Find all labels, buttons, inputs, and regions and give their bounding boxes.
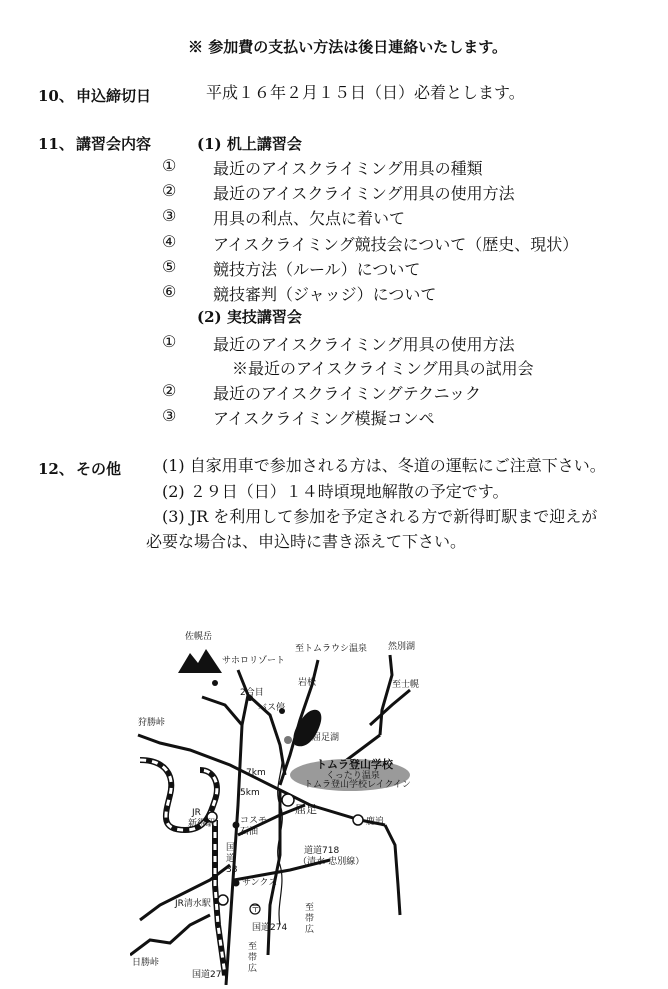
- cosmo-marker: [233, 822, 240, 829]
- kuttari-marker: [282, 794, 294, 806]
- map-label-kuttari: 屈足: [295, 803, 317, 816]
- map-label-cosmo-1: コスモ: [240, 816, 268, 826]
- map-label-route274b: 国道274: [192, 970, 228, 980]
- other-note-3: (3) JR を利用して参加を予定される方で新得町駅まで迎えが: [162, 507, 598, 526]
- other-note-1: (1) 自家用車で参加される方は、冬道の運転にご注意下さい。: [162, 456, 606, 475]
- map-label-5km: 5km: [240, 788, 260, 798]
- map-label-obihiro-a-2: 帯: [305, 914, 315, 924]
- map-label-onsen: くったり温泉: [326, 771, 380, 781]
- part2-item-mark: ①: [162, 332, 177, 351]
- part1-item-mark: ②: [162, 181, 177, 200]
- map-label-mountain: 佐幌岳: [185, 632, 213, 642]
- part2-item-text: 最近のアイスクライミング用具の使用方法: [213, 335, 515, 354]
- part2-heading: (2) 実技講習会: [197, 308, 302, 326]
- map-label-obihiro-b-1: 至: [248, 942, 258, 952]
- part1-item-text: アイスクライミング競技会について（歴史、現状）: [213, 235, 579, 254]
- part2-item-text: 最近のアイスクライミングテクニック: [213, 384, 482, 403]
- map-label-route718-2: （清水-忠別線）: [298, 857, 365, 867]
- part1-item-text: 用具の利点、欠点に着いて: [213, 209, 406, 228]
- map-label-route38-2: 道: [226, 854, 236, 864]
- part1-item-text: 最近のアイスクライミング用具の使用方法: [213, 184, 515, 203]
- map-label-cosmo-2: 石油: [240, 827, 259, 837]
- section10-title: 申込締切日: [76, 87, 152, 105]
- mountain-icon: [178, 649, 222, 673]
- map-label-obihiro-b-2: 帯: [248, 953, 258, 963]
- road-shikaribetsu: [380, 655, 392, 735]
- part1-item-text: 競技方法（ルール）について: [213, 260, 421, 279]
- map-label-lakeinn: トムラ登山学校レイクイン: [304, 780, 411, 790]
- road-hidaka: [130, 915, 210, 955]
- map-label-route38-1: 国: [226, 843, 236, 853]
- map-label-obihiro-b-3: 広: [248, 964, 258, 974]
- section12-title: その他: [76, 460, 122, 478]
- map-label-route718-1: 道道718: [304, 846, 340, 856]
- map-label-tomuraushi: 至トムラウシ温泉: [295, 644, 368, 654]
- map-label-karikachi: 狩勝峠: [138, 718, 166, 728]
- resort-marker: [212, 680, 218, 686]
- section12-number: 12、: [38, 460, 74, 478]
- part1-item-mark: ④: [162, 232, 177, 251]
- sunkus-marker: [233, 880, 240, 887]
- other-note-3-cont: 必要な場合は、申込時に書き添えて下さい。: [146, 532, 467, 551]
- part1-item-text: 競技審判（ジャッジ）について: [213, 285, 437, 304]
- section10-deadline: 平成１６年２月１５日（日）必着とします。: [206, 83, 525, 102]
- other-note-2: (2) ２９日（日）１４時頃現地解散の予定です。: [162, 482, 509, 501]
- map-label-route274a: 国道274: [252, 923, 288, 933]
- part1-item-mark: ①: [162, 156, 177, 175]
- map-label-shikaribetsu: 然別湖: [388, 642, 416, 652]
- map-label-shihoro: 至士幌: [392, 680, 420, 690]
- map-label-jr-shintoku-1: JR: [192, 808, 201, 818]
- map-label-bus: バス停: [258, 703, 286, 713]
- map-label-obihiro-a-3: 広: [305, 925, 315, 935]
- part2-item-mark: ③: [162, 406, 177, 425]
- lake-dot: [284, 736, 292, 744]
- railway: [140, 760, 225, 975]
- map-label-iwamatsu: 岩松: [298, 678, 317, 688]
- road-shihoro: [370, 690, 410, 725]
- road-to-resort: [202, 697, 242, 725]
- map-label-shikaoi: 鹿追: [366, 817, 385, 827]
- river: [278, 745, 283, 925]
- shimizu-station-marker: [218, 895, 228, 905]
- shikaoi-marker: [353, 815, 363, 825]
- section11-title: 講習会内容: [76, 135, 152, 153]
- section11-number: 11、: [38, 135, 74, 153]
- map-label-school: トムラ登山学校: [316, 758, 393, 771]
- part1-heading: (1) 机上講習会: [197, 135, 302, 153]
- access-map: [130, 625, 650, 985]
- part2-item-text: アイスクライミング模擬コンペ: [213, 409, 435, 428]
- part1-item-text: 最近のアイスクライミング用具の種類: [213, 159, 483, 178]
- payment-notice: ※ 参加費の支払い方法は後日連絡いたします。: [188, 38, 508, 56]
- road-shikaoi-south: [385, 825, 400, 915]
- map-label-obihiro-a-1: 至: [305, 903, 315, 913]
- map-label-route38-3: 38: [226, 865, 238, 875]
- map-label-sunkus: サンクス: [242, 878, 278, 888]
- post-icon: 〒: [251, 905, 261, 915]
- part2-item-note: ※最近のアイスクライミング用具の試用会: [232, 359, 534, 378]
- map-label-hidaka: 日勝峠: [132, 958, 160, 968]
- map-label-resort: サホロリゾート: [222, 656, 286, 666]
- part1-item-mark: ③: [162, 206, 177, 225]
- part2-item-mark: ②: [162, 381, 177, 400]
- map-label-gougome: 2合目: [240, 688, 264, 698]
- part1-item-mark: ⑥: [162, 282, 177, 301]
- map-label-kuttari-lake: 屈足湖: [312, 733, 340, 743]
- part1-item-mark: ⑤: [162, 257, 177, 276]
- map-label-jr-shimizu: JR清水駅: [175, 899, 211, 909]
- map-label-7km: 7km: [246, 768, 266, 778]
- section10-number: 10、: [38, 87, 74, 105]
- map-label-jr-shintoku-2: 新得駅: [188, 819, 216, 829]
